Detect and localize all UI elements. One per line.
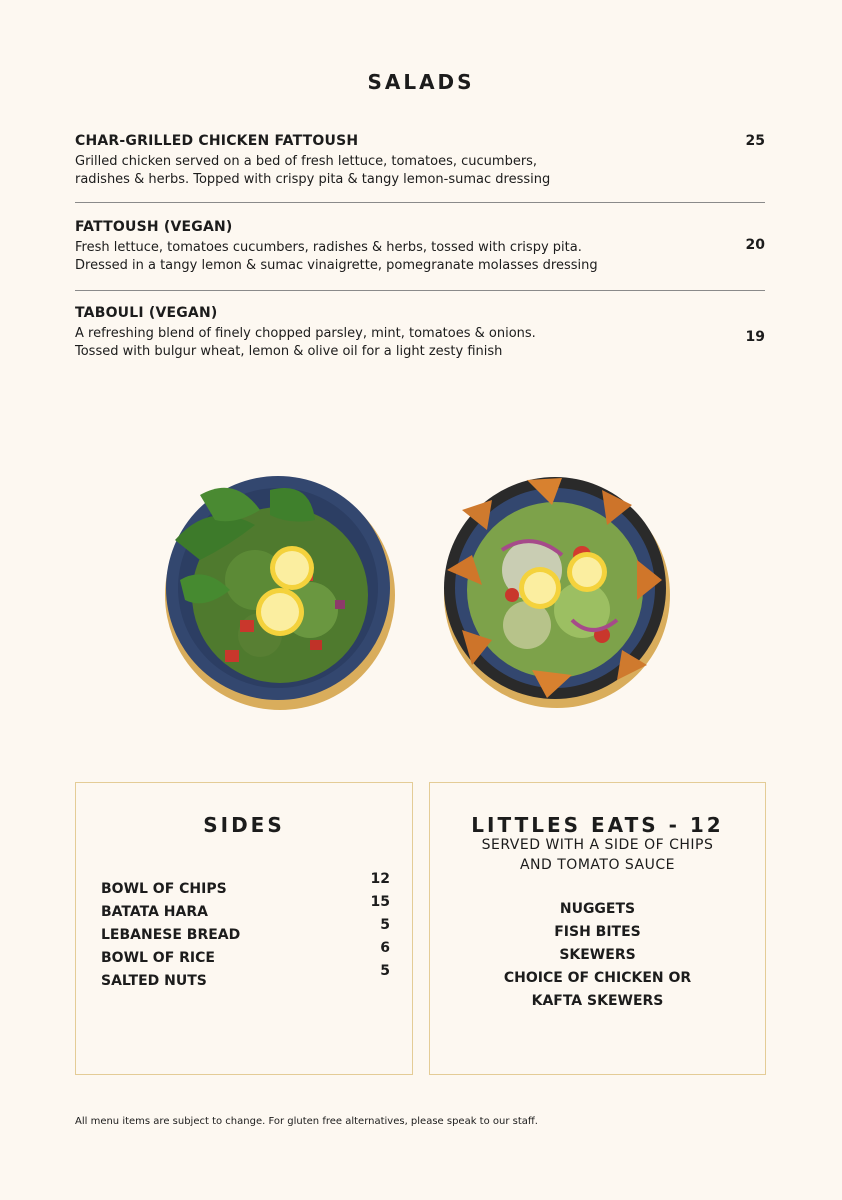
list-item: FISH BITES <box>554 924 641 940</box>
littles-eats-panel <box>429 782 766 1075</box>
list-item: BOWL OF RICE <box>101 950 215 966</box>
sides-list <box>101 878 240 993</box>
littles-eats-list <box>430 900 765 1015</box>
list-item: BATATA HARA <box>101 904 208 920</box>
list-item-price: 5 <box>380 917 390 933</box>
item-name: CHAR-GRILLED CHICKEN FATTOUSH <box>75 133 359 149</box>
item-description: Grilled chicken served on a bed of fresh lettuce, tomatoes, cucumbers, radishes & herbs. Topped with crispy pita & tangy lemon-sumac dressing <box>75 154 551 187</box>
list-item-price: 15 <box>370 894 390 910</box>
item-description: A refreshing blend of finely chopped parsley, mint, tomatoes & onions. Tossed with bulgur wheat, lemon & olive oil for a light zesty finish <box>75 326 536 359</box>
sides-heading: SIDES <box>203 813 285 837</box>
tabouli-bowl-image <box>160 470 400 710</box>
divider <box>75 290 765 291</box>
salads-heading: SALADS <box>367 70 475 94</box>
item-price: 25 <box>745 133 765 149</box>
list-item: SKEWERS <box>559 947 636 963</box>
salad-item-fattoush-vegan <box>75 219 765 275</box>
list-item: NUGGETS <box>559 901 636 917</box>
salad-item-tabouli-vegan <box>75 305 765 361</box>
item-price: 20 <box>745 237 765 253</box>
littles-eats-heading: LITTLES EATS - 12 <box>471 813 724 837</box>
littles-eats-subtitle: SERVED WITH A SIDE OF CHIPS AND TOMATO SAUCE <box>481 837 714 873</box>
salad-item-chicken-fattoush <box>75 133 765 189</box>
item-name: FATTOUSH (VEGAN) <box>75 219 233 235</box>
footer-note: All menu items are subject to change. For gluten free alternatives, please speak to our staff. <box>75 1116 538 1127</box>
list-item-price: 6 <box>380 940 390 956</box>
item-price: 19 <box>745 329 765 345</box>
sides-prices <box>371 868 390 983</box>
list-item: LEBANESE BREAD <box>101 927 241 943</box>
item-name: TABOULI (VEGAN) <box>75 305 218 321</box>
list-item-price: 5 <box>380 963 390 979</box>
list-item-price: 12 <box>370 871 390 887</box>
list-item: CHOICE OF CHICKEN OR KAFTA SKEWERS <box>503 970 692 1009</box>
divider <box>75 202 765 203</box>
list-item: BOWL OF CHIPS <box>101 881 227 897</box>
fattoush-bowl-image <box>432 470 677 710</box>
list-item: SALTED NUTS <box>101 973 207 989</box>
item-description: Fresh lettuce, tomatoes cucumbers, radishes & herbs, tossed with crispy pita. Dressed in a tangy lemon & sumac vinaigrette, pomegranate molasses dressing <box>75 240 598 273</box>
sides-panel <box>75 782 413 1075</box>
